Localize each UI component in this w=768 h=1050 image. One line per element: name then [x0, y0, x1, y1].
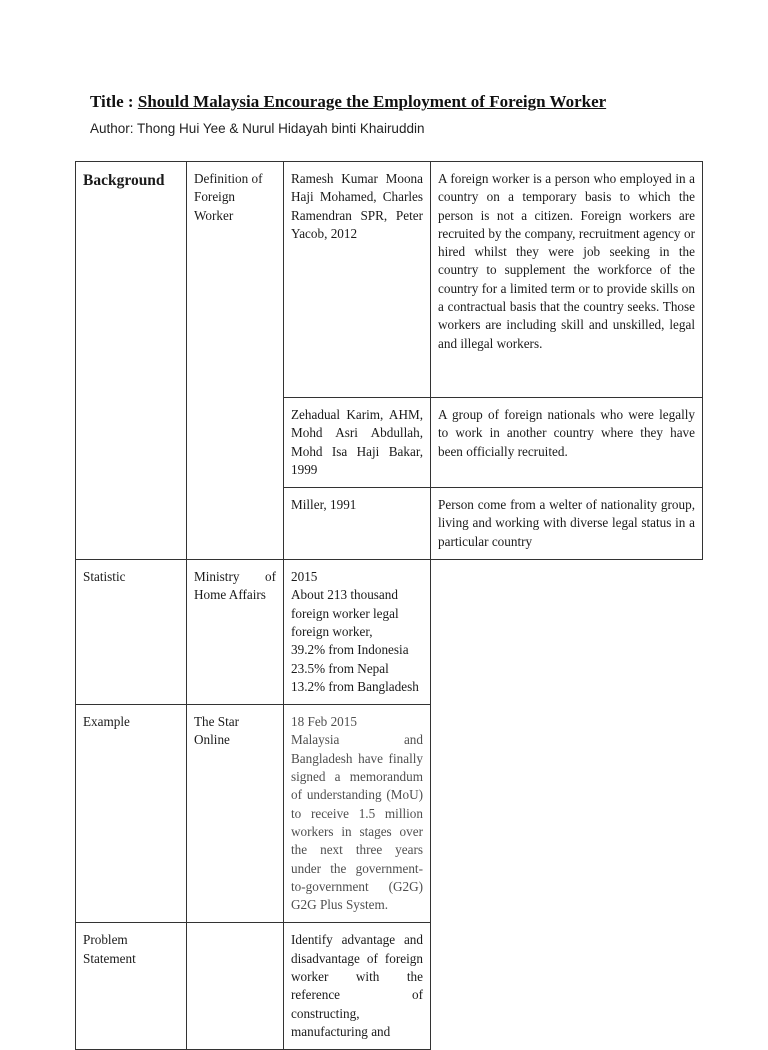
- definition-source-1: Ramesh Kumar Moona Haji Mohamed, Charles Ramendran SPR, Peter Yacob, 2012: [284, 162, 431, 398]
- example-label: Example: [76, 705, 187, 923]
- example-text: Malaysia and Bangladesh have finally signed a memorandum of understanding (MoU) to receive 1.5 million workers in stages over the next three years under the government-to-government (G2G) G2G Plus System.: [291, 732, 423, 913]
- statistic-total: About 213 thousand foreign worker legal foreign worker,: [291, 587, 399, 639]
- table-row: [76, 162, 703, 398]
- definition-source-2: Zehadual Karim, AHM, Mohd Asri Abdullah, Mohd Isa Haji Bakar, 1999: [284, 398, 431, 488]
- statistic-label: Statistic: [76, 560, 187, 705]
- table-row: [76, 705, 703, 923]
- definition-label: Definition of Foreign Worker: [187, 162, 284, 560]
- statistic-nepal: 23.5% from Nepal: [291, 660, 389, 676]
- statistic-source: Ministry of Home Affairs: [187, 560, 284, 705]
- statistic-bangladesh: 13.2% from Bangladesh: [291, 678, 419, 694]
- title-text: Should Malaysia Encourage the Employment of Foreign Worker: [137, 92, 607, 111]
- example-cell: [284, 705, 431, 923]
- author-line: Author: Thong Hui Yee & Nurul Hidayah binti Khairuddin: [90, 121, 425, 136]
- definition-text-2: A group of foreign nationals who were legally to work in another country where they have been officially recruited.: [431, 398, 703, 488]
- title-prefix: Title :: [90, 92, 138, 111]
- problem-text: Identify advantage and disadvantage of foreign worker with the reference of constructing, manufacturing and: [284, 923, 431, 1050]
- document-title: [90, 92, 606, 112]
- literature-table: [75, 161, 703, 1050]
- section-heading: Background: [76, 162, 187, 560]
- problem-label: Problem Statement: [76, 923, 187, 1050]
- definition-source-3: Miller, 1991: [284, 488, 431, 560]
- example-source: The Star Online: [187, 705, 284, 923]
- table-row: [76, 560, 703, 705]
- statistic-cell: [284, 560, 431, 705]
- definition-text-3: Person come from a welter of nationality group, living and working with diverse legal status in a particular country: [431, 488, 703, 560]
- example-date: 18 Feb 2015: [291, 714, 357, 730]
- definition-text-1: A foreign worker is a person who employed in a country on a temporary basis to which the person is not a citizen. Foreign workers are recruited by the company, recruitment agency or hired whilst they were job seeking in the country to supplement the workforce of the country for a limited term or to provide skills on a contractual basis that the country seeks. Those workers are including skill and unskilled, legal and illegal workers.: [431, 162, 703, 398]
- table-row: [76, 923, 703, 1050]
- statistic-year: 2015: [291, 569, 318, 585]
- problem-source: [187, 923, 284, 1050]
- statistic-indonesia: 39.2% from Indonesia: [291, 642, 409, 658]
